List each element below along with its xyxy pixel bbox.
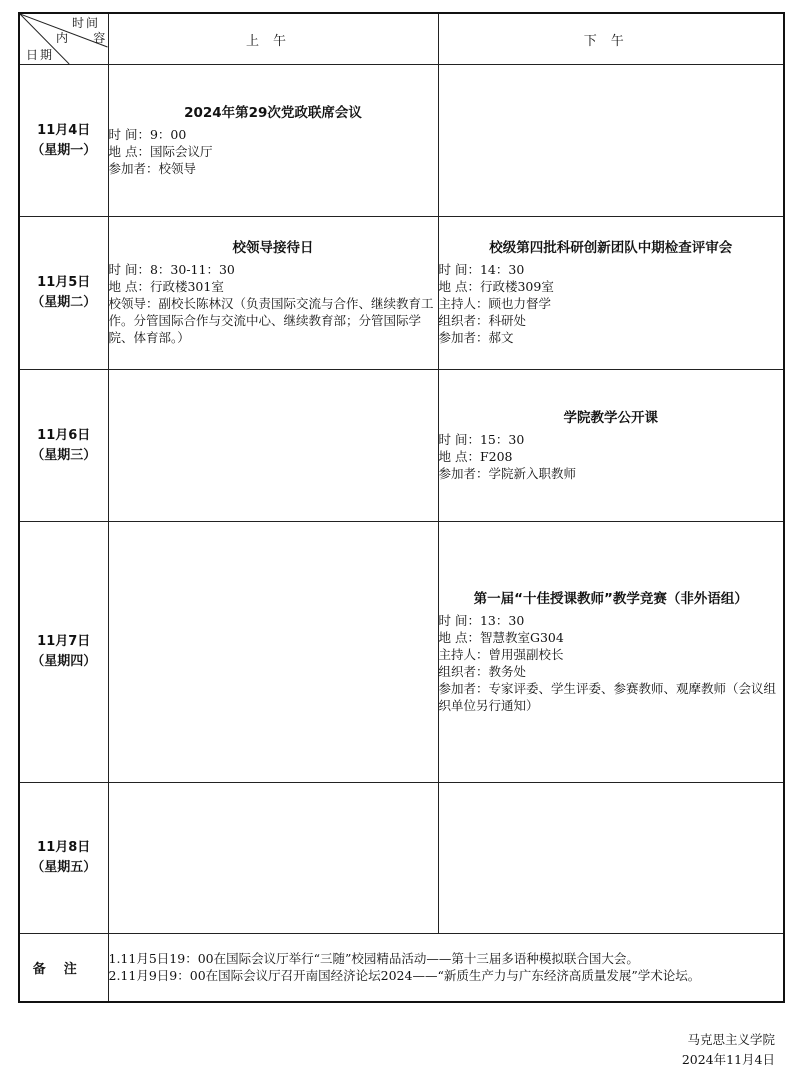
morning-cell	[108, 217, 438, 370]
header-row	[19, 13, 784, 65]
event-attendees: 参加者：学院新入职教师	[438, 465, 577, 481]
weekday-label: （星期一）	[31, 142, 97, 158]
afternoon-cell	[438, 522, 784, 783]
event-time: 时 间：13：30	[438, 612, 525, 628]
event-organizer: 组织者：教务处	[438, 663, 527, 679]
event-time: 时 间：8：30-11：30	[108, 262, 235, 277]
note-item: 2.11月9日9：00在国际会议厅召开南国经济论坛2024——“新质生产力与广东经济高质量发展”学术论坛。	[108, 968, 701, 984]
footer-org: 马克思主义学院	[687, 1032, 775, 1047]
event-location: 地 点：行政楼301室	[108, 279, 224, 294]
date-label: 11月7日	[37, 634, 91, 649]
afternoon-cell	[438, 65, 784, 217]
morning-cell	[108, 65, 438, 217]
event-host: 主持人：顾也力督学	[438, 296, 552, 311]
date-cell	[19, 370, 108, 522]
event-attendees: 参加者：专家评委、学生评委、参赛教师、观摩教师（会议组织单位另行通知）	[438, 680, 777, 713]
event-time: 时 间：9：00	[108, 126, 187, 142]
date-label: 11月6日	[37, 427, 91, 443]
event-attendees: 参加者：校领导	[108, 160, 197, 176]
date-cell	[19, 783, 108, 934]
notes-cell	[108, 934, 784, 1002]
day-row-2	[19, 217, 784, 370]
weekday-label: （星期三）	[31, 447, 97, 463]
event-host: 主持人：曾用强副校长	[438, 646, 564, 662]
event-title: 2024年第29次党政联席会议	[184, 104, 362, 121]
date-cell	[19, 217, 108, 370]
weekday-label: （星期二）	[31, 295, 97, 310]
date-cell	[19, 65, 108, 217]
morning-header: 上午	[108, 13, 438, 65]
morning-cell	[108, 783, 438, 934]
event-leader: 校领导：副校长陈林汉（负责国际交流与合作、继续教育工作。分管国际合作与交流中心、继续教育部；分管国际学院、体育部。）	[108, 296, 434, 345]
event-time: 时 间：14：30	[438, 262, 525, 277]
event-location: 地 点：国际会议厅	[108, 143, 213, 159]
afternoon-cell	[438, 783, 784, 934]
weekday-label: （星期四）	[31, 654, 97, 669]
notes-label: 备注	[19, 934, 108, 1002]
weekly-schedule-table	[18, 12, 785, 1003]
event-title: 学院教学公开课	[563, 409, 658, 426]
event-location: 地 点：智慧教室G304	[438, 629, 564, 645]
event-location: 地 点：F208	[438, 448, 513, 464]
date-label: 11月8日	[37, 840, 91, 855]
event-title: 校级第四批科研创新团队中期检查评审会	[489, 240, 733, 256]
date-label: 11月4日	[37, 122, 91, 138]
day-row-3	[19, 370, 784, 522]
morning-cell	[108, 522, 438, 783]
event-organizer: 组织者：科研处	[438, 313, 527, 328]
corner-content-label: 内 容	[56, 31, 108, 45]
weekday-label: （星期五）	[31, 860, 97, 875]
corner-header-cell	[19, 13, 108, 65]
afternoon-cell	[438, 370, 784, 522]
day-row-5	[19, 783, 784, 934]
note-item: 1.11月5日19：00在国际会议厅举行“三随”校园精品活动——第十三届多语种模拟联合国大会。	[108, 951, 639, 967]
event-attendees: 参加者：郝文	[438, 330, 514, 345]
notes-row	[19, 934, 784, 1002]
corner-time-label: 时间	[72, 16, 101, 30]
event-time: 时 间：15：30	[438, 431, 525, 447]
date-cell	[19, 522, 108, 783]
day-row-1	[19, 65, 784, 217]
event-location: 地 点：行政楼309室	[438, 279, 554, 294]
corner-date-label: 日期	[26, 48, 55, 62]
morning-cell	[108, 370, 438, 522]
footer	[682, 1030, 775, 1070]
day-row-4	[19, 522, 784, 783]
afternoon-header: 下午	[438, 13, 784, 65]
afternoon-cell	[438, 217, 784, 370]
date-label: 11月5日	[37, 275, 91, 290]
event-title: 第一届“十佳授课教师”教学竞赛（非外语组）	[473, 590, 748, 607]
footer-date: 2024年11月4日	[681, 1052, 775, 1067]
event-title: 校领导接待日	[232, 240, 314, 256]
